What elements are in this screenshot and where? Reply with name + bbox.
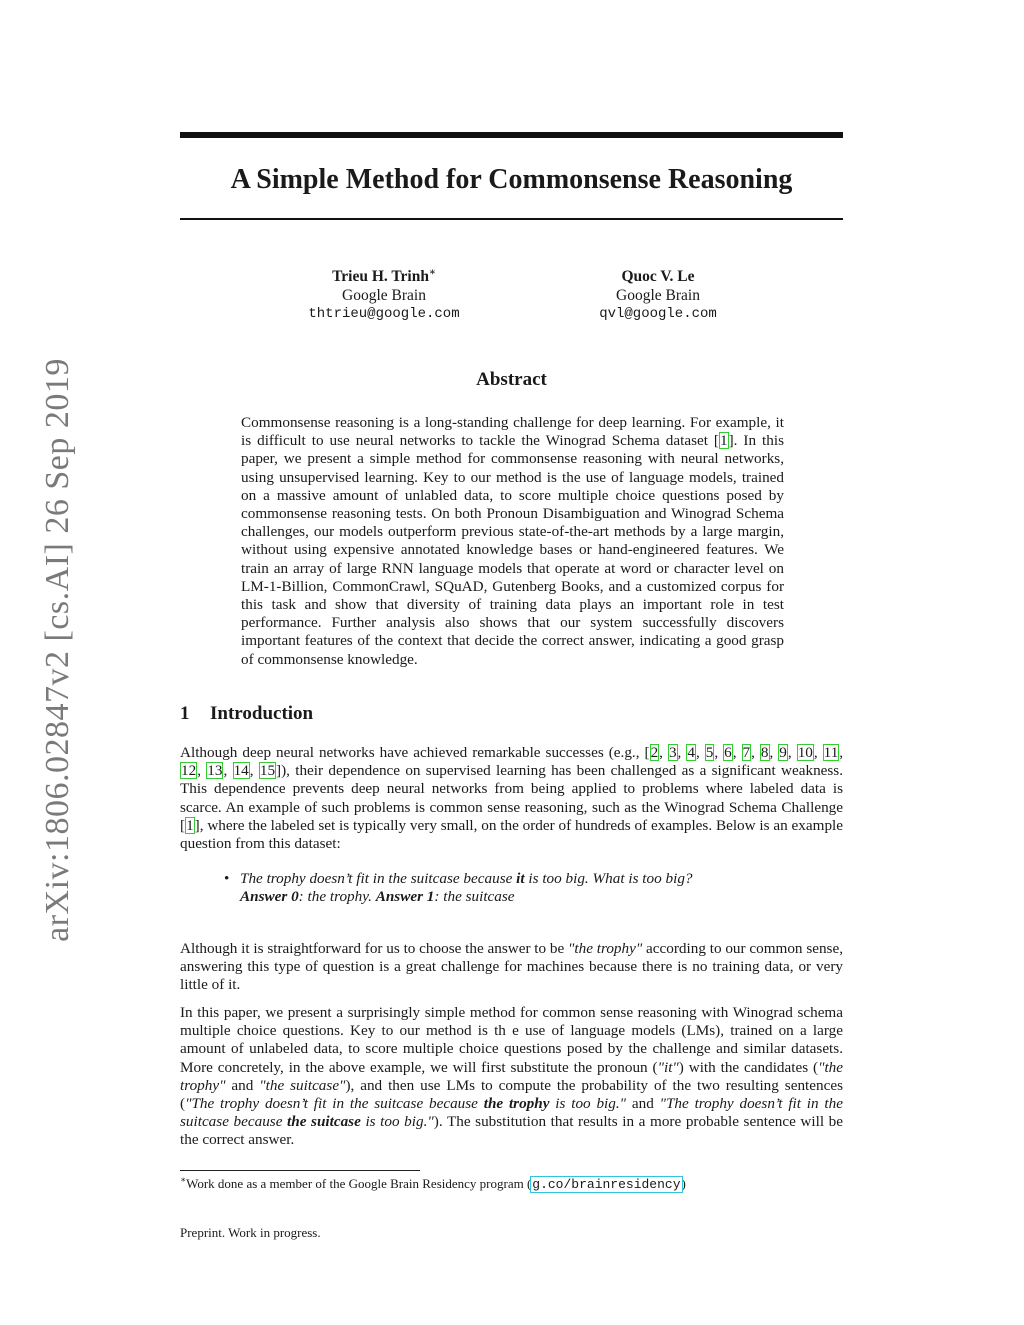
author-name: Trieu H. Trinh∗ — [332, 266, 436, 285]
author-email: qvl@google.com — [599, 306, 717, 322]
intro-paragraph-3: In this paper, we present a surprisingly simple method for common sense reasoning with Winograd schema multiple choice questions. Key to our method is th e use of language models (LMs), trained on a large amount of unlabeled data, to score multiple choice questions posed by the challenge and similar datasets. More concretely, in the above example, we will first substitute the pronoun ("it") with the candidates ("the trophy" and "the suitcase"), and then use LMs to compute the probability of the two resulting sentences ("The trophy doesn’t fit in the suitcase because the trophy is too big." and "The trophy doesn’t fit in the suitcase because the suitcase is too big."). The substitution that results in a more probable sentence will be the correct answer. — [180, 1004, 844, 1149]
author-affiliation: Google Brain — [342, 287, 426, 304]
preprint-note: Preprint. Work in progress. — [180, 1225, 321, 1240]
citation-link[interactable]: 15 — [259, 762, 276, 780]
citation-link[interactable]: 8 — [760, 744, 769, 761]
author-block-2 — [528, 267, 788, 324]
citation-link[interactable]: 7 — [742, 744, 751, 761]
title-bottom-rule — [180, 218, 843, 220]
footnote-mark: ∗ — [180, 1174, 187, 1185]
abstract-text: Commonsense reasoning is a long-standing challenge for deep learning. For example, it is difficult to use neural networks to tackle the Winograd Schema dataset [1]. In this paper, we present a simple method for commonsense reasoning with neural networks, using unsupervised learning. Key to our method is the use of language models, trained on a massive amount of unlabled data, to score multiple choice questions posed by commonsense reasoning tests. On both Pronoun Disambiguation and Winograd Schema challenges, our models outperform previous state-of-the-art methods by a large margin, without using expensive annotated knowledge bases or hand-engineered features. We train an array of large RNN language models that operate at word or character level on LM-1-Billion, CommonCrawl, SQuAD, Gutenberg Books, and a customized corpus for this task and show that diversity of training data plays an important role in test performance. Further analysis also shows that our system successfully discovers important features of the context that decide the correct answer, indicating a good grasp of commonsense knowledge. — [241, 414, 785, 668]
section-heading-introduction — [180, 703, 313, 725]
example-question — [224, 870, 693, 906]
citation-link[interactable]: 6 — [724, 744, 732, 761]
citation-link[interactable]: 14 — [233, 762, 249, 780]
section-number: 1 — [180, 703, 190, 724]
footnote-rule — [180, 1170, 420, 1171]
citation-list: 2, 3, 4, 5, 6, 7, 8, 9, 10, 11, 12, 13, 14, 15 — [181, 744, 844, 780]
title-top-rule — [180, 132, 843, 138]
bullet-icon: • — [224, 870, 230, 887]
intro-paragraph-1: Although deep neural networks have achieved remarkable successes (e.g., [2, 3, 4, 5, 6, 7, 8, 9, 10, 11, 12, 13, 14, 15]), their dependence on supervised learning has been challenged as a significant weakness. This dependence prevents deep neural networks from being applied to problems where labeled data is scarce. An example of such problems is common sense reasoning, such as the Winograd Schema Challenge [1], where the labeled set is typically very small, on the order of hundreds of examples. Below is an example question from this dataset: — [180, 744, 844, 853]
citation-link[interactable]: 4 — [687, 744, 695, 761]
arxiv-id: arXiv:1806.02847v2 [cs.AI] 26 Sep 2019 — [39, 358, 76, 942]
citation-link[interactable]: 2 — [650, 744, 659, 761]
section-title: Introduction — [210, 703, 314, 724]
citation-link[interactable]: 1 — [186, 816, 194, 834]
citation-link[interactable]: 1 — [720, 432, 728, 450]
example-question-text: The trophy doesn’t fit in the suitcase because it is too big. What is too big? — [240, 870, 693, 887]
author-block-1 — [254, 267, 514, 324]
example-answers: Answer 0: the trophy. Answer 1: the suitcase — [240, 888, 515, 906]
author-affiliation: Google Brain — [616, 287, 700, 304]
paper-title: A Simple Method for Commonsense Reasoning — [230, 164, 793, 195]
citation-link[interactable]: 11 — [823, 744, 839, 761]
citation-link[interactable]: 10 — [797, 744, 813, 761]
footnote: ∗Work done as a member of the Google Brain Residency program (g.co/brainresidency) — [180, 1174, 686, 1192]
author-name: Quoc V. Le — [621, 268, 695, 285]
citation-link[interactable]: 3 — [668, 744, 677, 761]
citation-link[interactable]: 12 — [181, 762, 197, 780]
citation-link[interactable]: 5 — [705, 744, 714, 761]
brainresidency-link[interactable]: g.co/brainresidency — [532, 1177, 681, 1192]
intro-paragraph-2: Although it is straightforward for us to choose the answer to be "the trophy" according to our common sense, answering this type of question is a great challenge for machines because there is no training data, or very little of it. — [180, 940, 844, 994]
abstract-heading: Abstract — [476, 369, 547, 390]
citation-link[interactable]: 9 — [779, 744, 787, 761]
author-footnote-mark: ∗ — [428, 266, 436, 278]
citation-link[interactable]: 13 — [207, 762, 223, 780]
author-email: thtrieu@google.com — [308, 306, 460, 322]
